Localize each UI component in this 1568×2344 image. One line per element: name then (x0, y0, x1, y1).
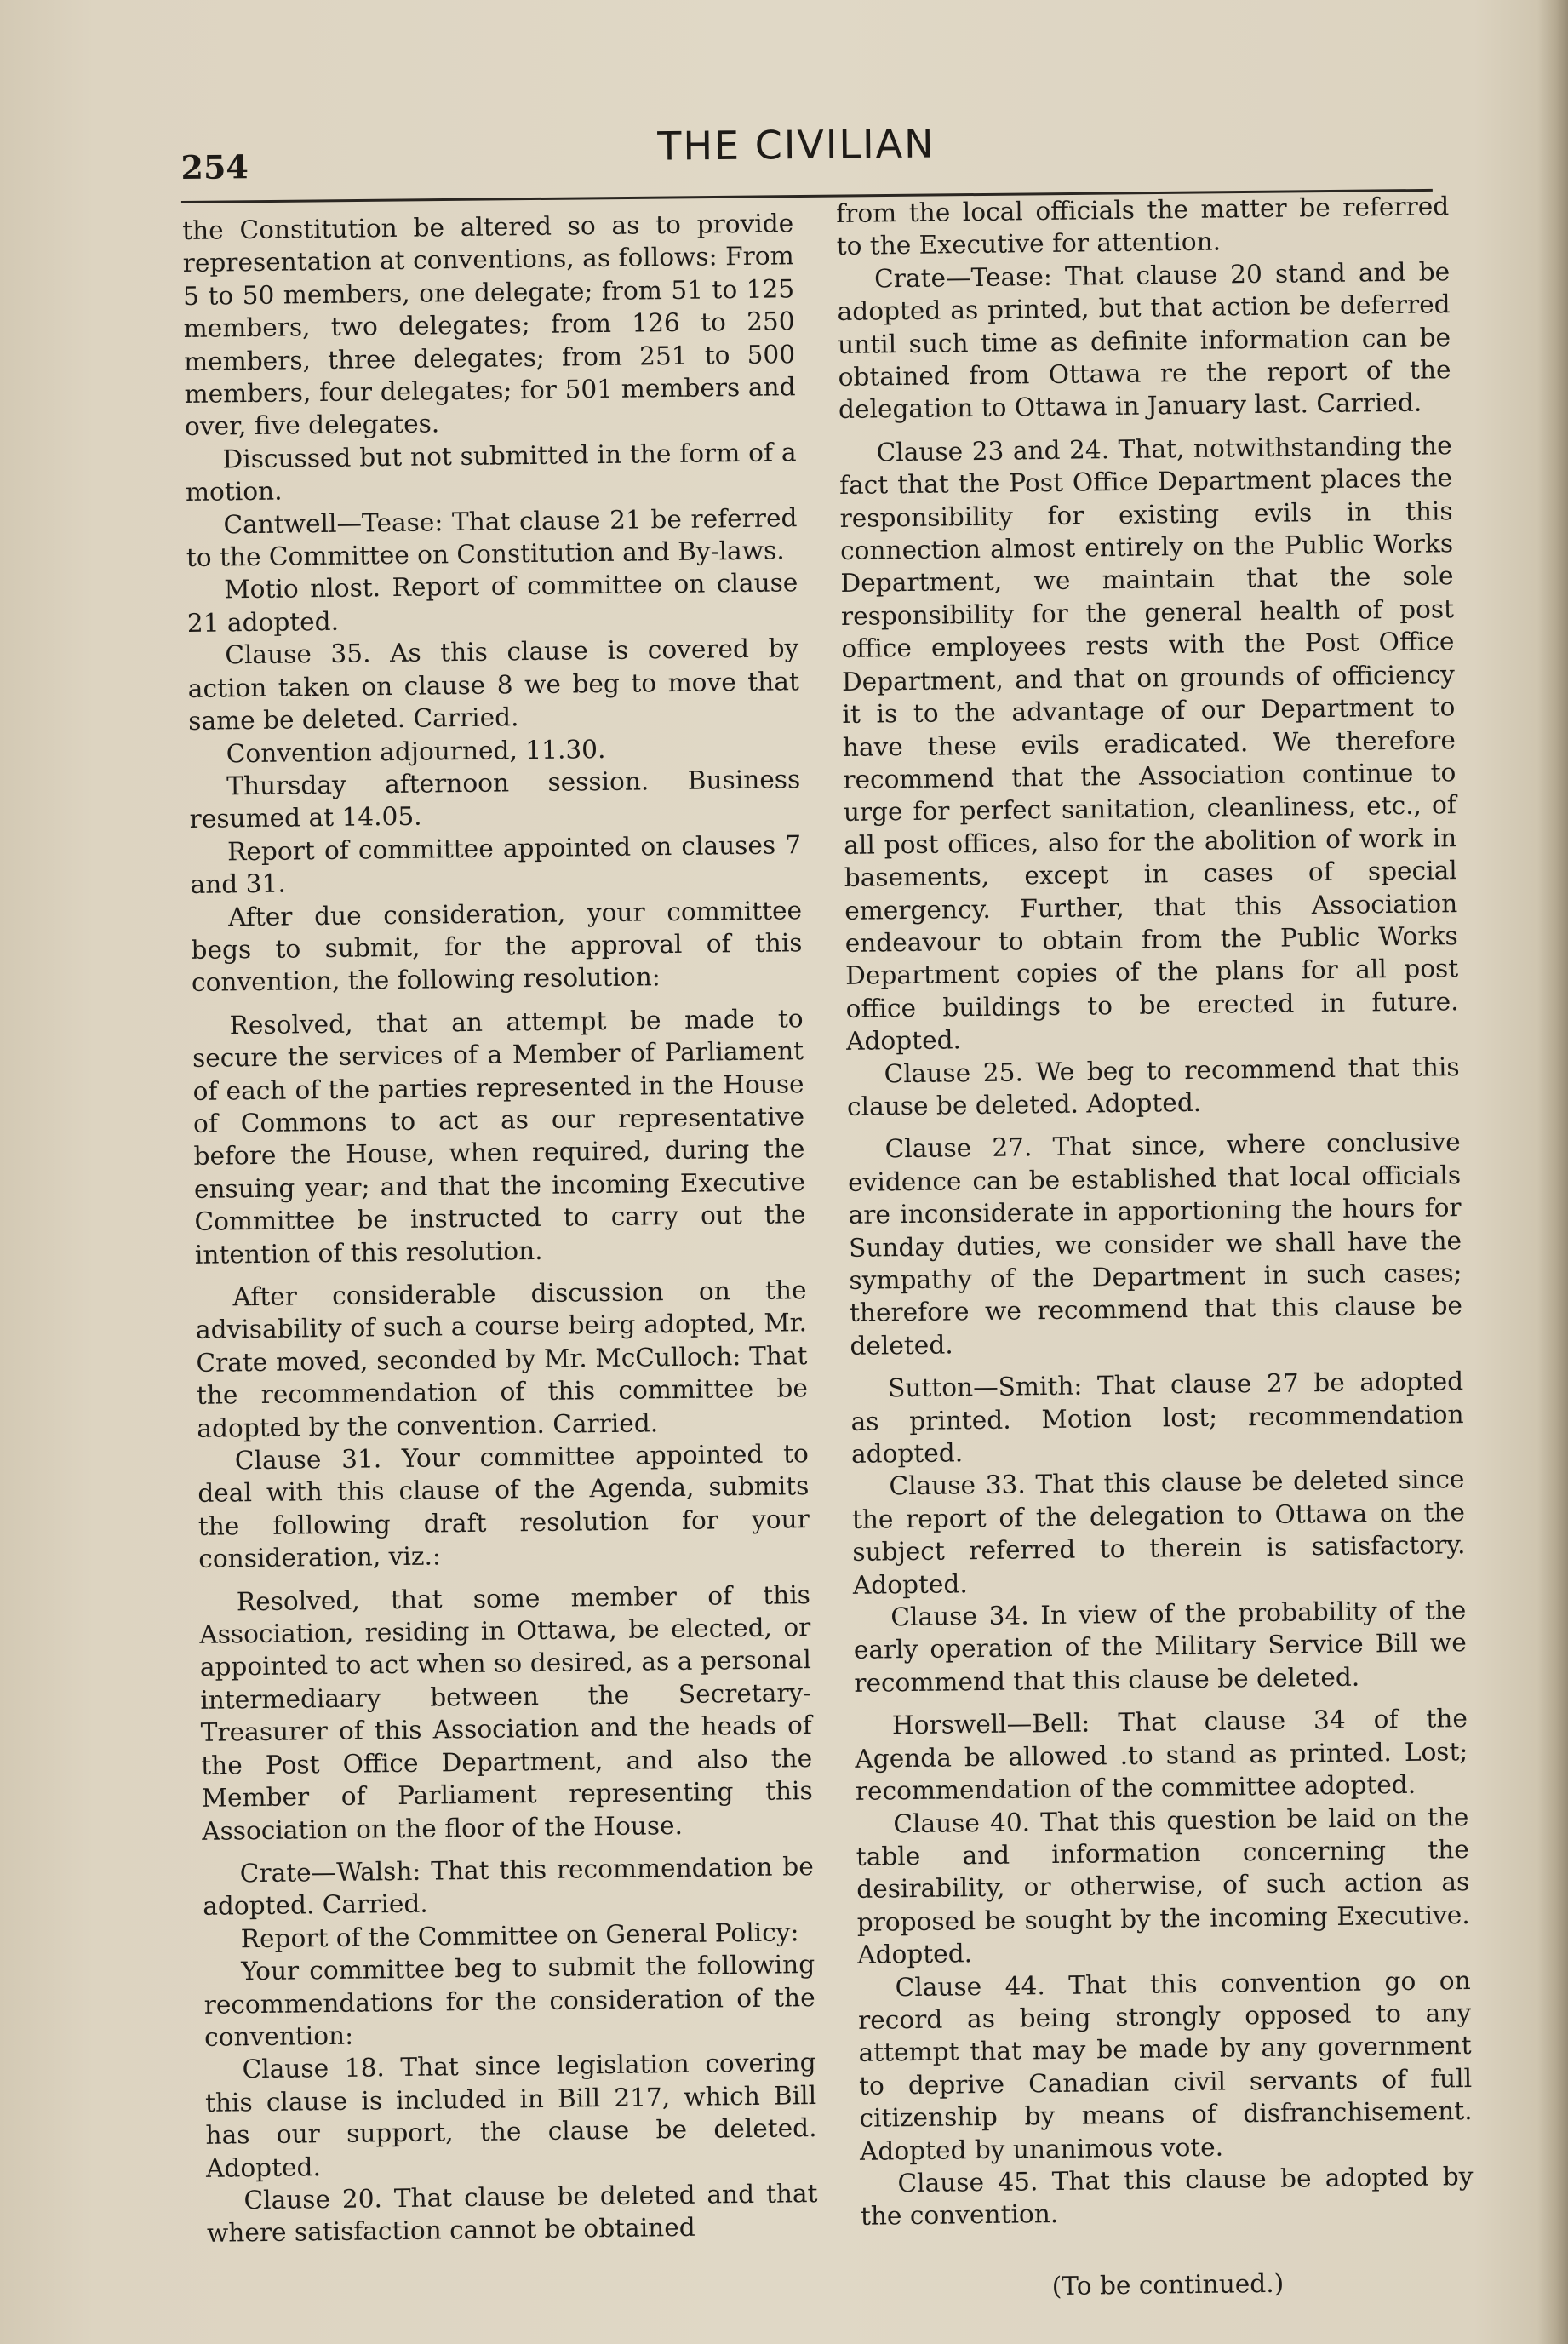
paragraph: After due consideration, your committee begs to submit, for the approval of this convention, the following resolution: (191, 895, 803, 998)
paragraph: Crate—Walsh: That this recommendation be adopted. Carried. (203, 1851, 814, 1922)
paragraph: Motio nlost. Report of committee on clause 21 adopted. (186, 568, 798, 638)
paragraph: Report of committee appointed on clauses 7 and 31. (190, 829, 802, 900)
left-column (182, 207, 818, 2249)
paragraph: Resolved, that some member of this Association, residing in Ottawa, be elected, or appointed to act when so desired, as a personal intermediaary between the Secretary-Treasurer of this Association and the heads of the Post Office Department, and also the Member of Parliament representing this Association on the floor of the House. (199, 1579, 813, 1846)
paragraph: After considerable discussion on the advisability of such a course beirg adopted, Mr. Crate moved, seconded by Mr. McCulloch: That the recommendation of this committee be adopted by the convention. Carried. (195, 1275, 809, 1443)
paragraph: Clause 20. That clause be deleted and that where satisfaction cannot be obtained (206, 2179, 818, 2249)
paragraph: Clause 35. As this clause is covered by action taken on clause 8 we beg to move that same be deleted. Carried. (187, 633, 799, 736)
page-number: 254 (180, 147, 249, 186)
paragraph: Crate—Tease: That clause 20 stand and be adopted as printed, but that action be deferred until such time as definite information can be obtained from Ottawa re the report of the delegation to Ottawa in January last. Carried. (837, 257, 1451, 425)
paragraph: the Constitution be altered so as to provide representation at conventions, as follows: From 5 to 50 members, one delegate; from 51 to 125 members, two delegates; from 126 to 250 members, three delegates; from 251 to 500 members, four delegates; for 501 members and over, five delegates. (182, 209, 796, 442)
paragraph: Your committee beg to submit the following recommendations for the consideration of the convention: (203, 1950, 815, 2052)
paragraph: Sutton—Smith: That clause 27 be adopted as printed. Motion lost; recommendation adopted. (850, 1367, 1464, 1469)
paragraph: from the local officials the matter be referred to the Executive for attention. (836, 192, 1450, 261)
paragraph: Report of the Committee on General Policy: (240, 1917, 799, 1954)
paragraph: Clause 45. That this clause be adopted by the convention. (860, 2161, 1474, 2232)
page-header (180, 107, 1433, 196)
paragraph: Clause 23 and 24. That, notwithstanding the fact that the Post Office Department places the responsibility for existing evils in this connection almost entirely on the Public Works Department, we maintain that the sole responsibility for the general health of post office employees rests with the Post Office Department, and that on grounds of officiency it is to the advantage of our Department to have these evils eradicated. We therefore recommend that the Association continue to urge for perfect sanitation, cleanliness, etc., of all post offices, also for the abolition of work in basements, except in cases of special emergency. Further, that this Association endeavour to obtain from the Public Works Department copies of the plans for all post office buildings to be erected in future. Adopted. (838, 431, 1459, 1057)
to-be-continued-note: (To be continued.) (1051, 2268, 1285, 2301)
paragraph: Resolved, that an attempt be made to secure the services of a Member of Parliament of each of the parties represented in the House of Commons to act as our representative before the House, when required, during the ensuing year; and that the incoming Executive Committee be instructed to carry out the intention of this resolution. (192, 1003, 806, 1269)
right-column (836, 190, 1474, 2305)
paragraph: Cantwell—Tease: That clause 21 be referred to the Committee on Constitution and By-laws. (186, 502, 798, 573)
paragraph: Convention adjourned, 11.30. (226, 734, 606, 768)
paragraph: Clause 25. We beg to recommend that this clause be deleted. Adopted. (846, 1052, 1460, 1121)
paragraph: Horswell—Bell: That clause 34 of the Agenda be allowed .to stand as printed. Lost; recommendation of the committee adopted. (855, 1704, 1468, 1806)
magazine-title: THE CIVILIAN (657, 120, 936, 169)
paragraph: Clause 31. Your committee appointed to deal with this clause of the Agenda, submits the following draft resolution for your consideration, viz.: (197, 1439, 810, 1574)
paragraph: Clause 18. That since legislation covering this clause is included in Bill 217, which Bill has our support, the clause be deleted. Adopted. (204, 2048, 817, 2183)
paragraph: Discussed but not submitted in the form of a motion. (185, 438, 797, 507)
paragraph: Clause 27. That since, where conclusive evidence can be established that local officials are inconsiderate in apportioning the hours for Sunday duties, we consider we shall have the sympathy of the Department in such cases; therefore we recommend that this clause be deleted. (847, 1127, 1463, 1361)
paragraph: Clause 34. In view of the probability of the early operation of the Military Service Bill we recommend that this clause be deleted. (853, 1596, 1468, 1698)
paragraph: Clause 33. That this clause be deleted since the report of the delegation to Ottawa on the subject referred to therein is satisfactory. Adopted. (851, 1464, 1466, 1600)
paragraph: Thursday afternoon session. Business resumed at 14.05. (189, 765, 801, 834)
paragraph: Clause 40. That this question be laid on the table and information concerning the desirability, or otherwise, of such action as proposed be sought by the incoming Executive. Adopted. (856, 1802, 1470, 1969)
paragraph: Clause 44. That this convention go on record as being strongly opposed to any attempt that may be made by any government to deprive Canadian civil servants of full citizenship by means of disfranchisement. Adopted by unanimous vote. (857, 1965, 1473, 2166)
page-spine-shadow (1537, 0, 1568, 2344)
